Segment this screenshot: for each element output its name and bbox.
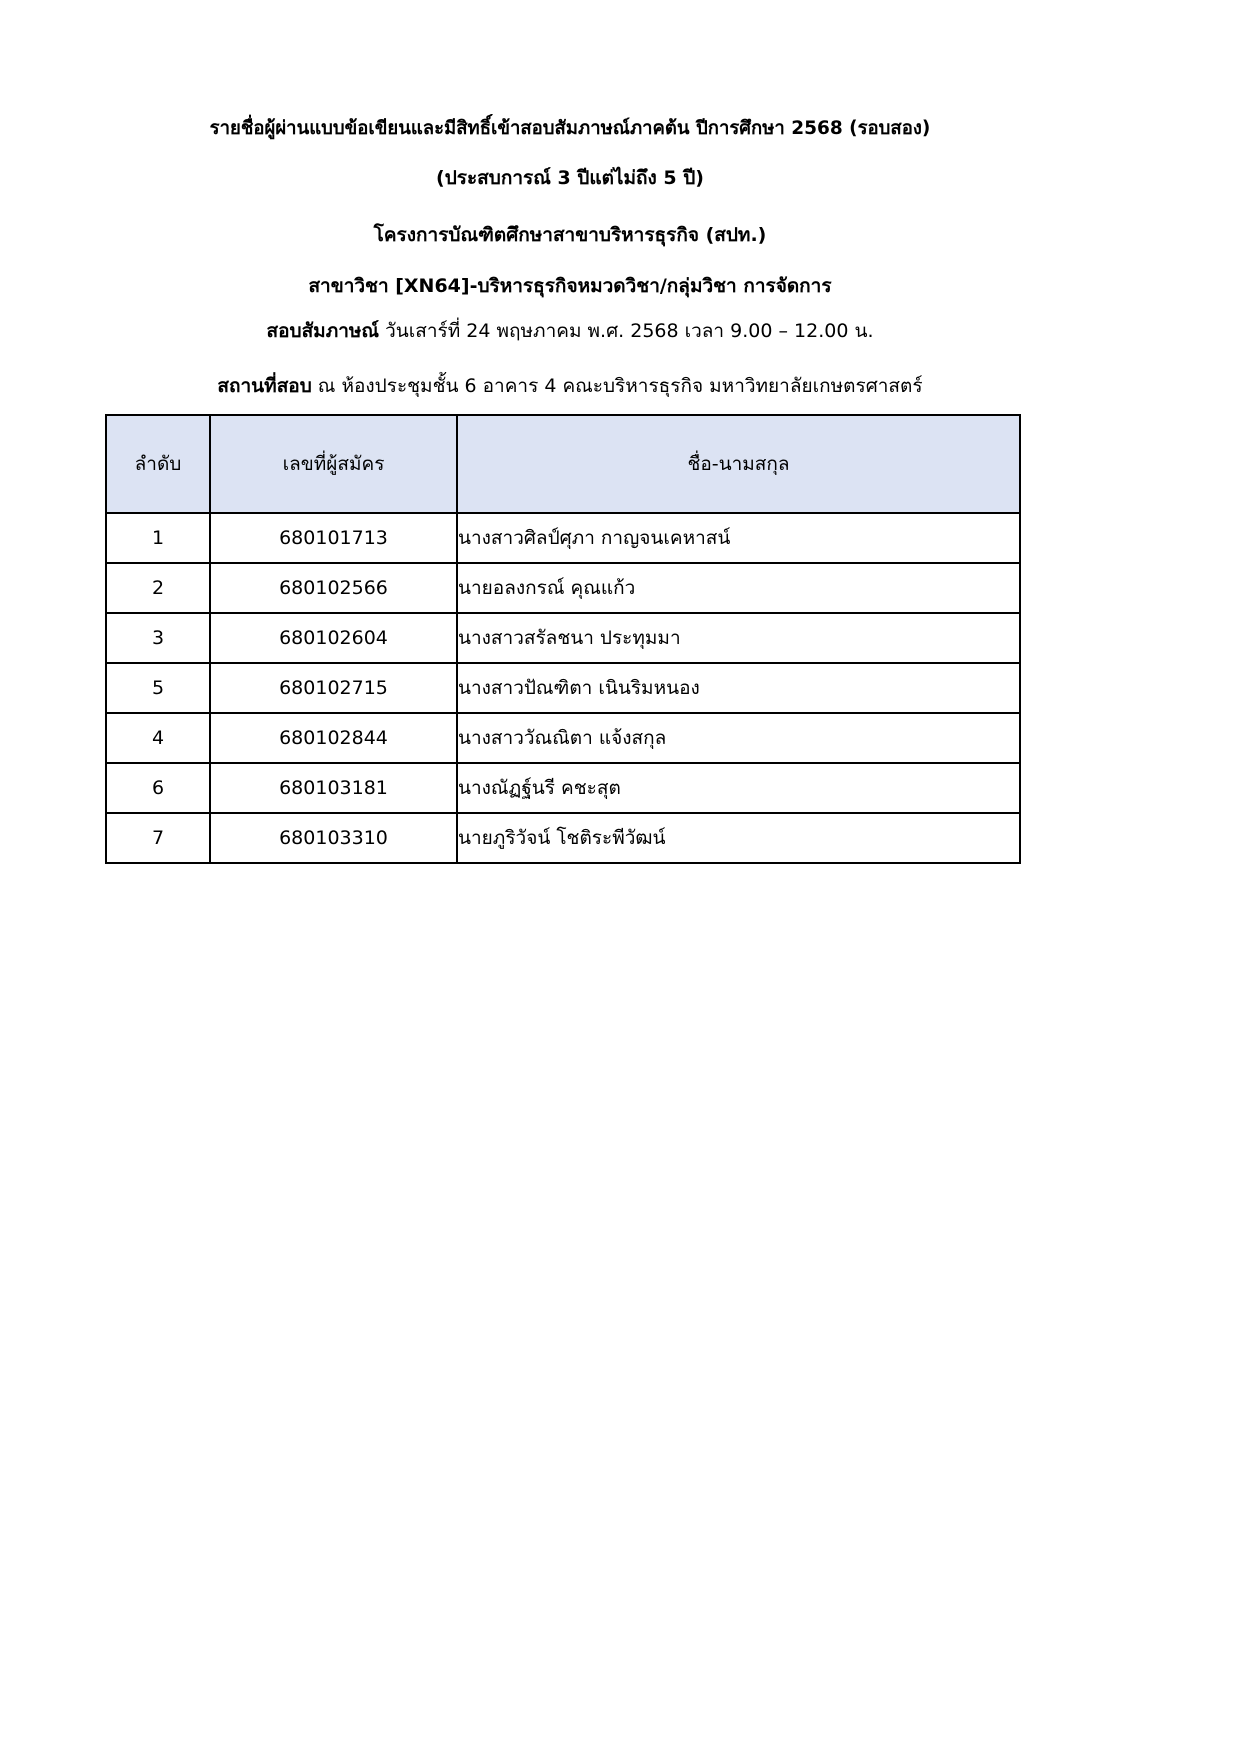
column-header-applicant-id: เลขที่ผู้สมัคร bbox=[210, 415, 457, 513]
full-name-cell: นายอลงกรณ์ คุณแก้ว bbox=[457, 563, 1020, 613]
applicant-id-cell: 680102844 bbox=[210, 713, 457, 763]
venue-location: ณ ห้องประชุมชั้น 6 อาคาร 4 คณะบริหารธุรกิจ มหาวิทยาลัยเกษตรศาสตร์ bbox=[311, 375, 923, 397]
applicant-id-cell: 680101713 bbox=[210, 513, 457, 563]
full-name-cell: นางณัฏฐ์นรี คชะสุต bbox=[457, 763, 1020, 813]
full-name-cell: นางสาวสรัลชนา ประทุมมา bbox=[457, 613, 1020, 663]
applicant-id-cell: 680103310 bbox=[210, 813, 457, 863]
venue-label: สถานที่สอบ bbox=[217, 375, 312, 397]
order-cell: 5 bbox=[106, 663, 210, 713]
table-row bbox=[106, 663, 1020, 713]
program-name: โครงการบัณฑิตศึกษาสาขาบริหารธุรกิจ (สปท.) bbox=[373, 224, 767, 246]
table-row bbox=[106, 713, 1020, 763]
order-cell: 4 bbox=[106, 713, 210, 763]
exam-venue bbox=[0, 371, 1140, 401]
major-name: สาขาวิชา [XN64]-บริหารธุรกิจหมวดวิชา/กลุ่มวิชา การจัดการ bbox=[308, 275, 832, 297]
full-name-cell: นางสาวศิลป์ศุภา กาญจนเคหาสน์ bbox=[457, 513, 1020, 563]
experience-subtitle: (ประสบการณ์ 3 ปีแต่ไม่ถึง 5 ปี) bbox=[436, 167, 704, 189]
applicant-id-cell: 680103181 bbox=[210, 763, 457, 813]
order-cell: 1 bbox=[106, 513, 210, 563]
applicant-table bbox=[105, 414, 1021, 864]
table-row bbox=[106, 563, 1020, 613]
full-name-cell: นายภูริวัจน์ โชติระพีวัฒน์ bbox=[457, 813, 1020, 863]
table-header-row bbox=[106, 415, 1020, 513]
table-row bbox=[106, 763, 1020, 813]
applicant-id-cell: 680102604 bbox=[210, 613, 457, 663]
applicant-id-cell: 680102715 bbox=[210, 663, 457, 713]
interview-datetime: วันเสาร์ที่ 24 พฤษภาคม พ.ศ. 2568 เวลา 9.00 – 12.00 น. bbox=[379, 320, 874, 342]
order-cell: 2 bbox=[106, 563, 210, 613]
table-row bbox=[106, 613, 1020, 663]
interview-schedule bbox=[0, 316, 1140, 346]
applicant-id-cell: 680102566 bbox=[210, 563, 457, 613]
order-cell: 7 bbox=[106, 813, 210, 863]
table-row bbox=[106, 813, 1020, 863]
column-header-full-name: ชื่อ-นามสกุล bbox=[457, 415, 1020, 513]
order-cell: 6 bbox=[106, 763, 210, 813]
full-name-cell: นางสาววัณณิตา แจ้งสกุล bbox=[457, 713, 1020, 763]
interview-label: สอบสัมภาษณ์ bbox=[266, 320, 380, 342]
column-header-order: ลำดับ bbox=[106, 415, 210, 513]
full-name-cell: นางสาวปัณฑิตา เนินริมหนอง bbox=[457, 663, 1020, 713]
table-row bbox=[106, 513, 1020, 563]
order-cell: 3 bbox=[106, 613, 210, 663]
document-title: รายชื่อผู้ผ่านแบบข้อเขียนและมีสิทธิ์เข้าสอบสัมภาษณ์ภาคต้น ปีการศึกษา 2568 (รอบสอง) bbox=[209, 118, 931, 139]
